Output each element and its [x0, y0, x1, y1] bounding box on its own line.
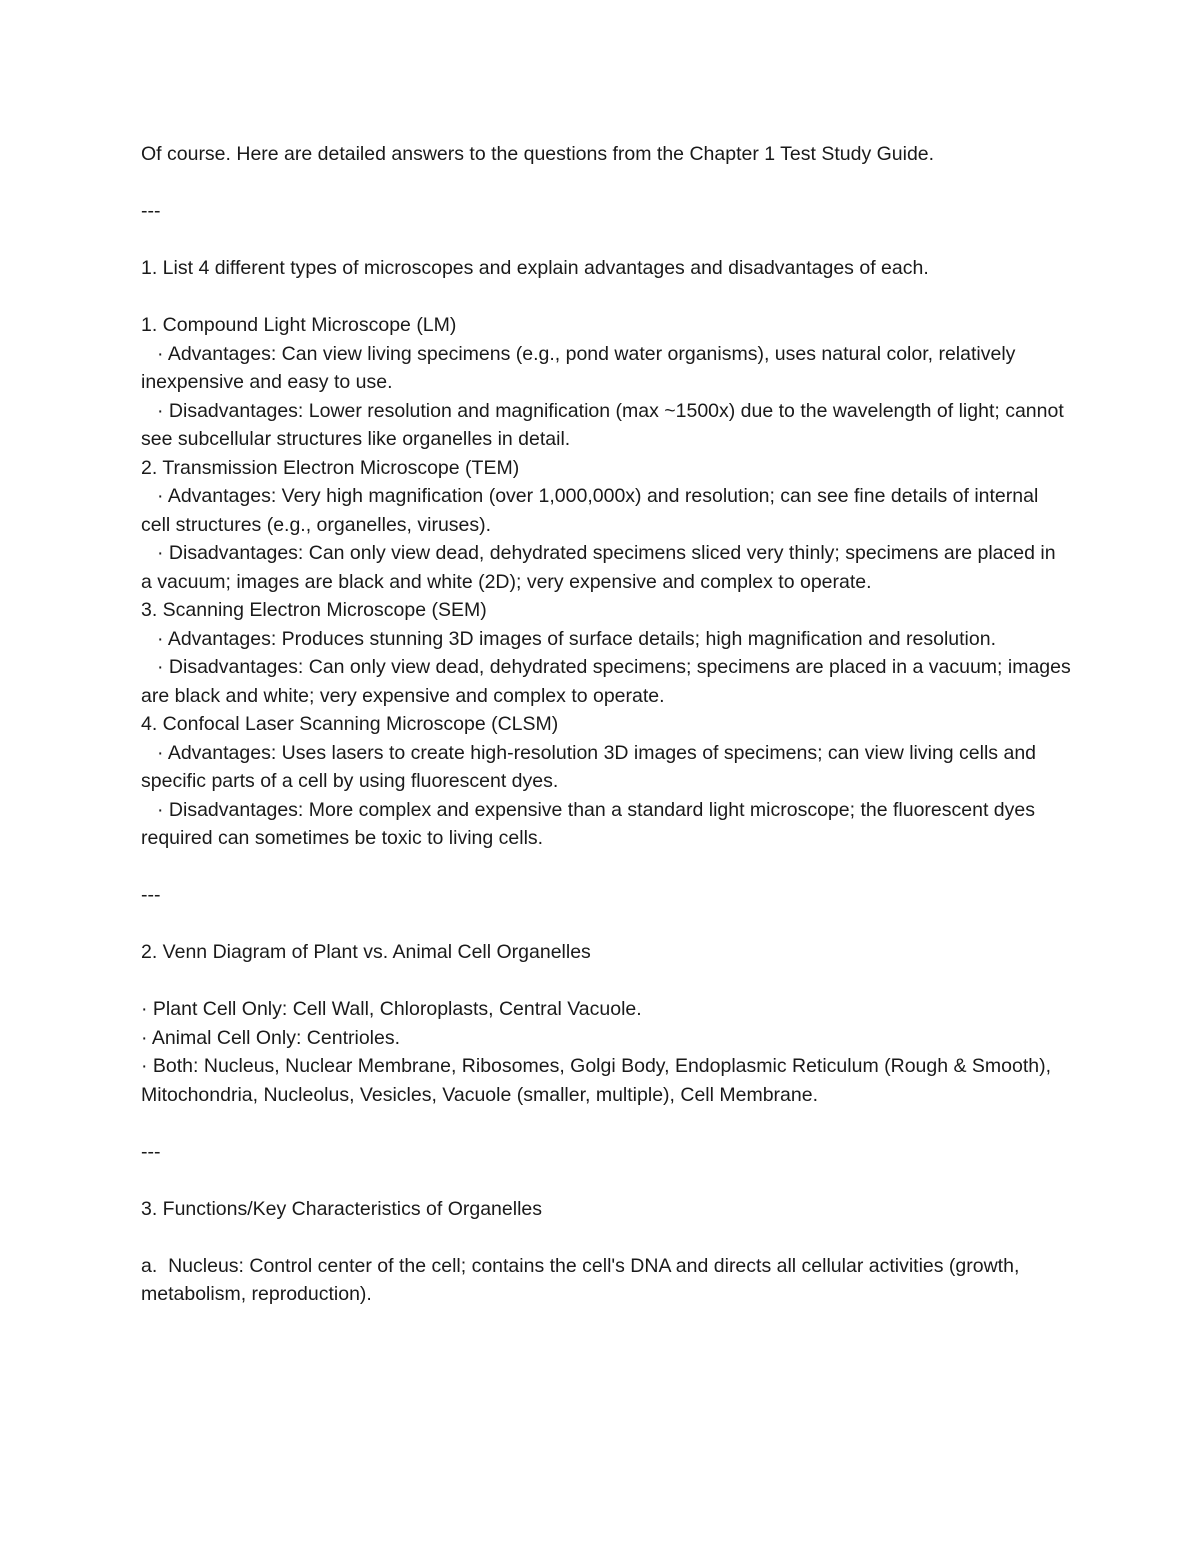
venn-plant-only: · Plant Cell Only: Cell Wall, Chloroplasts, Central Vacuole. — [141, 998, 642, 1020]
microscope-3-advantages: · Advantages: Produces stunning 3D images of surface details; high magnification and resolution. — [157, 627, 996, 650]
spacer — [141, 1166, 1071, 1195]
microscope-2-disadvantages: · Disadvantages: Can only view dead, dehydrated specimens sliced very thinly; specimens are placed in a vacuum; images are black and white (2D); very expensive and complex to operate. — [141, 542, 1061, 593]
microscope-3-disadvantages: · Disadvantages: Can only view dead, dehydrated specimens; specimens are placed in a vacuum; images are black and white; very expensive and complex to operate. — [141, 656, 1077, 707]
venn-animal-only: · Animal Cell Only: Centrioles. — [141, 1026, 401, 1049]
microscope-2-advantages: · Advantages: Very high magnification (over 1,000,000x) and resolution; can see fine details of internal cell structures (e.g., organelles, viruses). — [141, 485, 1044, 536]
organelle-nucleus: a. Nucleus: Control center of the cell; contains the cell's DNA and directs all cellular activities (growth, metabolism, reproduction). — [141, 1254, 1025, 1305]
spacer — [141, 1223, 1071, 1252]
microscope-1-disadvantages: · Disadvantages: Lower resolution and magnification (max ~1500x) due to the wavelength of light; cannot see subcellular structures like organelles in detail. — [141, 399, 1070, 450]
microscope-1-advantages: · Advantages: Can view living specimens (e.g., pond water organisms), uses natural color, relatively inexpensive and easy to use. — [141, 342, 1021, 393]
spacer — [141, 853, 1071, 882]
spacer — [141, 967, 1071, 996]
microscope-4-advantages: · Advantages: Uses lasers to create high-resolution 3D images of specimens; can view living cells and specific parts of a cell by using fluorescent dyes. — [141, 741, 1042, 792]
separator: --- — [141, 884, 161, 906]
microscope-4-disadvantages: · Disadvantages: More complex and expensive than a standard light microscope; the fluorescent dyes required can sometimes be toxic to living cells. — [141, 798, 1041, 849]
document-page — [141, 140, 1077, 1309]
spacer — [141, 1109, 1071, 1138]
microscope-1-title: 1. Compound Light Microscope (LM) — [141, 314, 457, 336]
spacer — [141, 169, 1071, 198]
question-2-heading: 2. Venn Diagram of Plant vs. Animal Cell Organelles — [141, 941, 591, 963]
microscope-2-title: 2. Transmission Electron Microscope (TEM) — [141, 456, 520, 479]
microscope-4-title: 4. Confocal Laser Scanning Microscope (CLSM) — [141, 713, 559, 735]
question-1-heading: 1. List 4 different types of microscopes and explain advantages and disadvantages of each. — [141, 257, 929, 279]
intro-text: Of course. Here are detailed answers to the questions from the Chapter 1 Test Study Guide. — [141, 143, 935, 165]
question-3-heading: 3. Functions/Key Characteristics of Organelles — [141, 1197, 543, 1220]
microscope-3-title: 3. Scanning Electron Microscope (SEM) — [141, 599, 487, 621]
venn-both: · Both: Nucleus, Nuclear Membrane, Ribosomes, Golgi Body, Endoplasmic Reticulum (Rough & Smooth), Mitochondria, Nucleolus, Vesicles, Vacuole (smaller, multiple), Cell Membrane. — [141, 1055, 1057, 1106]
separator: --- — [141, 200, 161, 222]
spacer — [141, 226, 1071, 255]
separator: --- — [141, 1140, 161, 1163]
spacer — [141, 910, 1071, 939]
spacer — [141, 283, 1071, 312]
